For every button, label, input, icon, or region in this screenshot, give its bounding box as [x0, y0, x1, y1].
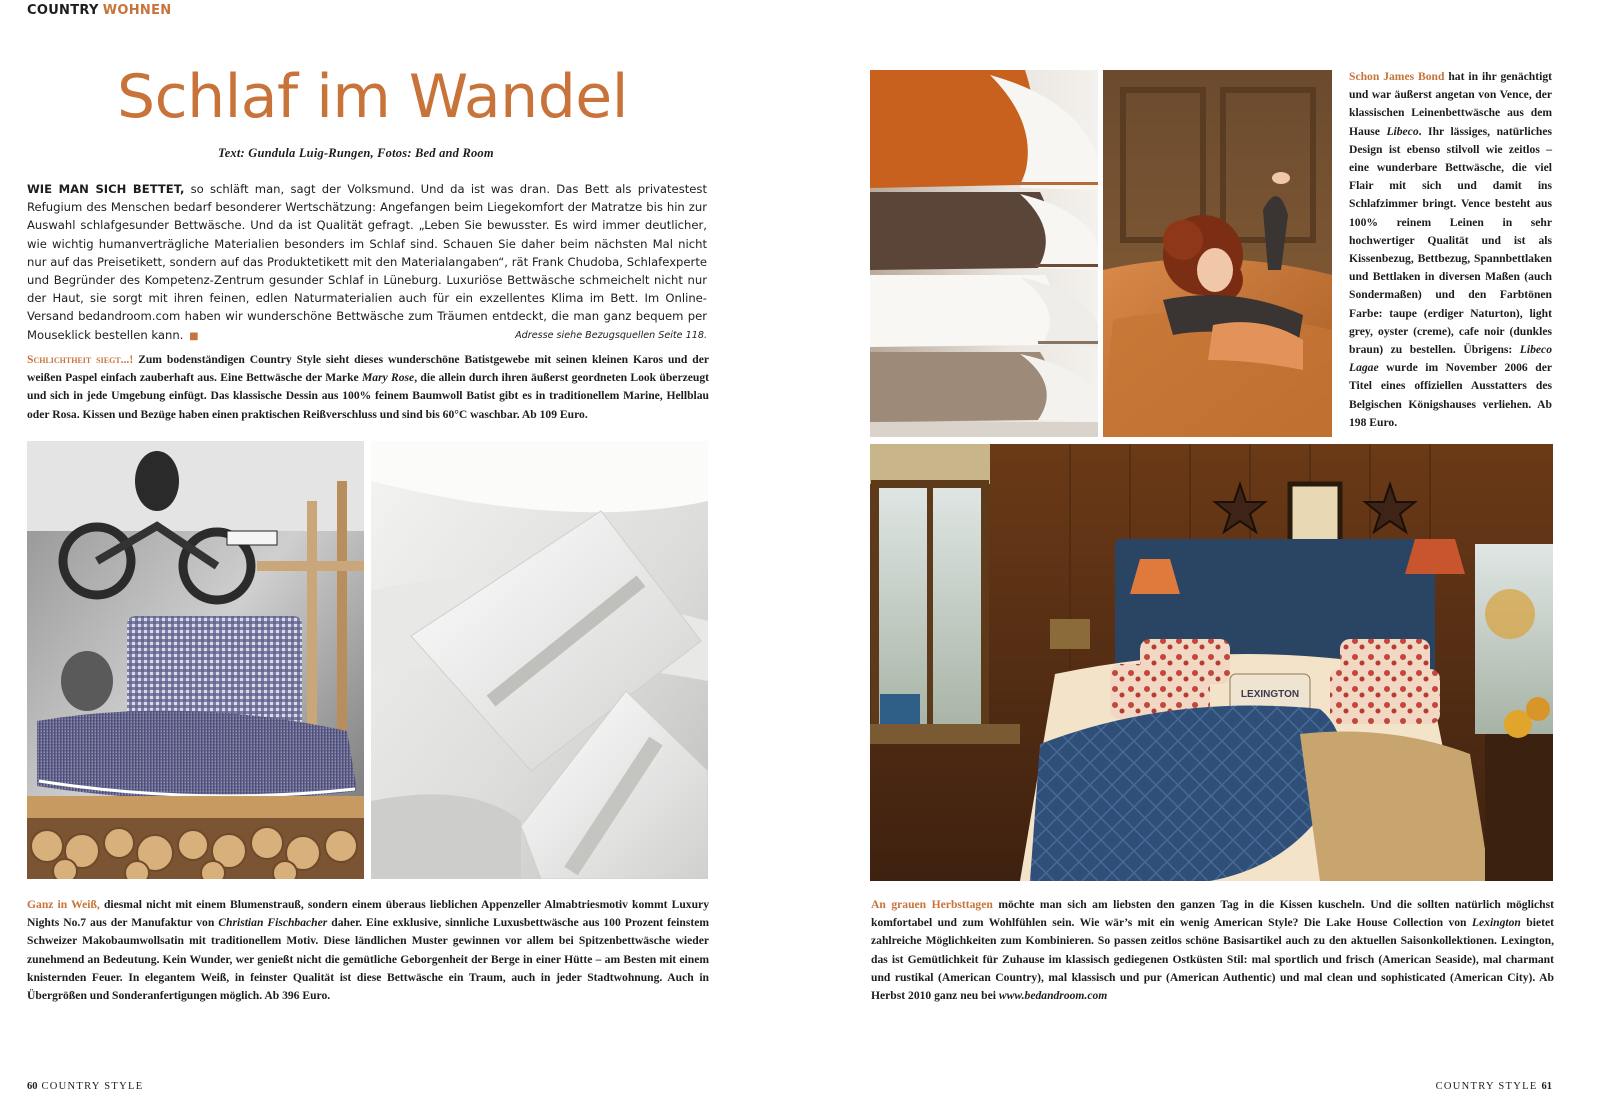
schlicht-lead: Schlichtheit siegt...!: [27, 353, 134, 366]
right-page: [800, 0, 1600, 1107]
right-page-number: 61: [1541, 1081, 1552, 1092]
article-title: Schlaf im Wandel: [117, 62, 628, 132]
herbst-brand: Lexington: [1471, 916, 1521, 930]
herbst-body-1: möchte man sich am liebsten den ganzen Tag in die Kissen kuscheln. Und die sollten natürlich möglichst komfortabel und zum Wohlfühlen sein. Wie wär’s mit ein wenig American Style? Die Lake House Collection von: [871, 898, 1554, 930]
bond-brand-2: Libeco Lagae: [1349, 343, 1552, 375]
end-mark: ■: [189, 330, 199, 342]
left-page-number: 60: [27, 1081, 38, 1092]
right-magazine-name: COUNTRY STYLE: [1435, 1081, 1538, 1092]
section-tag: [27, 3, 171, 18]
left-magazine-name: COUNTRY STYLE: [41, 1081, 144, 1092]
paragraph-schlichtheit: [27, 351, 709, 424]
article-byline: Text: Gundula Luig-Rungen, Fotos: Bed and Room: [218, 146, 494, 160]
photo-pillow-stack: [870, 70, 1098, 437]
schlicht-brand: Mary Rose: [361, 371, 415, 385]
paragraph-james-bond: [1349, 68, 1552, 432]
pillow-text: LEXINGTON: [1240, 689, 1300, 700]
herbst-body-2: bietet zahlreiche Möglichkeiten zum Kombinieren. So passen zeitlos schöne Basisartikel auch zu den aktuellen Saisonkollektionen. Lexington, das ist Gemütlichkeit für Zuhause im klassisch gediegenen Ostküsten Stil: mal sportlich und frisch (American Seaside), mal charmant und rustikal (American Country), mal klassisch und pur (American Authentic) und mal clean und sophisticated (American City). Ab Herbst 2010 ganz neu bei: [871, 916, 1554, 1003]
bond-body-3: wurde im November 2006 der Titel eines offiziellen Ausstatters des Belgischen Königshauses verliehen. Ab 198 Euro.: [1349, 361, 1552, 429]
herbst-lead: An grauen Herbsttagen: [871, 898, 993, 911]
weiss-body-2: daher. Eine exklusive, sinnliche Luxusbettwäsche aus 100 Prozent feinstem Schweizer Makobaumwollsatin mit traditionellem Motiv. Diese ländlichen Muster gewinnen vor allem bei Spitzenbettwäsche wieder zunehmend an Bedeutung. Kein Wunder, wer genießt nicht die gemütliche Geborgenheit der Berge in einer Hütte – am Besten mit einem knisternden Feuer. In elegantem Weiß, in feinster Qualität ist diese Bettwäsche ein Traum, auch in jeder Stadtwohnung. Auch in Übergrößen und Sonderanfertigungen möglich. Ab 396 Euro.: [27, 916, 710, 1003]
intro-reference: Adresse siehe Bezugsquellen Seite 118.: [515, 329, 707, 341]
photo-american-bedroom: [870, 444, 1553, 881]
paragraph-herbsttagen: [871, 896, 1554, 1005]
weiss-lead: Ganz in Weiß,: [27, 898, 100, 911]
folio-right: [1436, 1081, 1552, 1092]
folio-left: [27, 1081, 143, 1092]
section-tag-secondary: WOHNEN: [102, 3, 172, 18]
bond-brand-1: Libeco: [1386, 124, 1419, 138]
weiss-brand: Christian Fischbacher: [218, 916, 328, 930]
bond-lead: Schon James Bond: [1349, 70, 1445, 83]
photo-gingham-pillows: [27, 441, 364, 879]
intro-paragraph: [27, 180, 707, 346]
section-tag-primary: COUNTRY: [27, 3, 99, 18]
intro-lead: WIE MAN SICH BETTET,: [27, 182, 185, 196]
weiss-body-1: diesmal nicht mit einem Blumenstrauß, sondern einem überaus lieblichen Appenzeller Almabtriesmotiv kommt Luxury Nights No.7 aus der Manufaktur von: [27, 898, 709, 930]
paragraph-ganz-in-weiss: [27, 896, 709, 1005]
herbst-url: www.bedandroom.com: [998, 989, 1108, 1003]
intro-body: so schläft man, sagt der Volksmund. Und da ist was dran. Das Bett als privatestest Refugium des Menschen bedarf besonderer Wertschätzung: Angefangen beim Liegekomfort der Matratze bis hin zur Auswahl schlafgesunder Bettwäsche. Und da ist Qualität gefragt. „Leben Sie bewusster. Es wird immer deutlicher, wie wichtig humanverträgliche Materialien besonders im Schlaf sind. Schauen Sie daher beim nächsten Mal nicht nur auf das Preisetikett, sondern auf das Produktetikett mit den Materialangaben“, rät Frank Chudoba, Schlafexperte und Begründer des Kompetenz-Zentrum gesunder Schlaf in Lüneburg. Luxuriöse Bettwäsche schmeichelt nicht nur der Haut, sie sorgt mit ihren feinen, edlen Naturmaterialien auch für ein exzellentes Klima im Bett. Im Online-Versand bedandroom.com haben wir wunderschöne Bettwäsche zum Träumen entdeckt, die man ganz bequem per Mouseklick bestellen kann.: [27, 182, 707, 342]
photo-woman-on-bed: [1103, 70, 1332, 437]
schlicht-body-2: , die allein durch ihren äußerst geordneten Look überzeugt und sich in jede Umgebung einfügt. Das klassische Dessin aus 100% feinem Baumwoll Batist gibt es in traditionellem Marine, Hellblau oder Rosa. Kissen und Bezüge haben einen praktischen Reißverschluss und sind bis 60°C waschbar. Ab 109 Euro.: [27, 371, 709, 421]
bond-body-2: . Ihr lässiges, natürliches Design ist ebenso stilvoll wie zeitlos – eine wunderbare Bettwäsche, die viel Flair mit sich und damit ins Schlafzimmer bringt. Vence besteht aus 100% reinem Leinen in sehr hochwertiger Qualität und ist als Kissenbezug, Bettbezug, Spannbettlaken und Bettlaken in diversen Maßen (auch Sondermaßen) und den Farbtönen Farbe: taupe (erdiger Naturton), light grey, oyster (creme), cafe noir (dunkles braun) zu bestellen. Übrigens:: [1349, 124, 1552, 357]
schlicht-body-1: Zum bodenständigen Country Style sieht dieses wunderschöne Batistgewebe mit seinen kleinen Karos und der weißen Paspel einfach zauberhaft aus. Eine Bettwäsche der Marke: [27, 353, 709, 385]
photo-white-linen: [371, 441, 708, 879]
bond-body-1: hat in ihr genächtigt und war äußerst angetan von Vence, der klassischen Leinenbettwäsche aus dem Hause: [1349, 70, 1552, 138]
